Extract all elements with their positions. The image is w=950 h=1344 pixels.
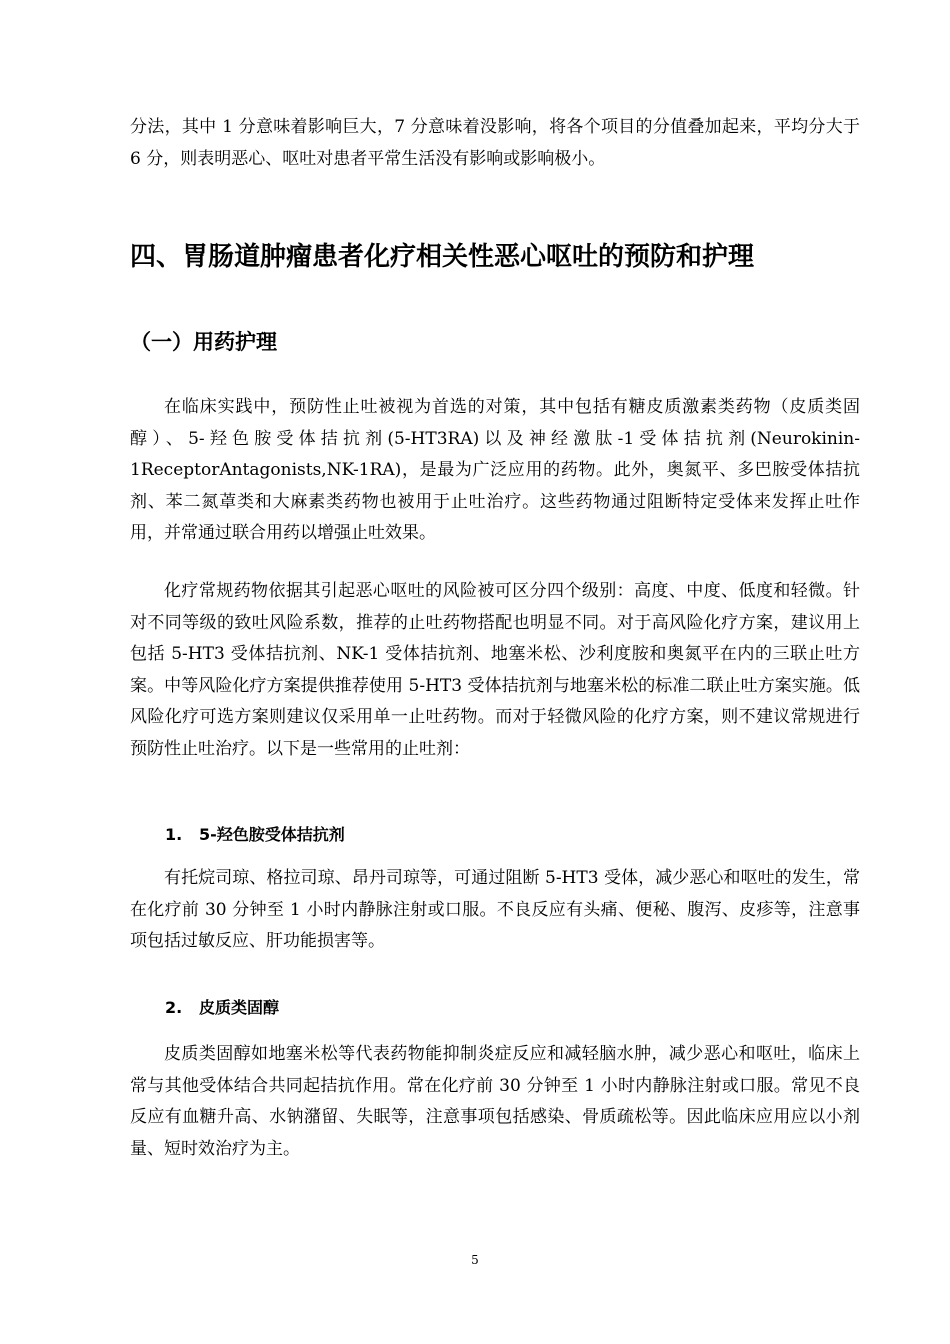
item-heading-2 <box>165 996 279 1020</box>
medication-paragraph-1: 在临床实践中，预防性止吐被视为首选的对策，其中包括有糖皮质激素类药物（皮质类固醇）、5-羟色胺受体拮抗剂(5-HT3RA)以及神经激肽-1受体拮抗剂(Neurokinin-1ReceptorAntagonists,NK-1RA)，是最为广泛应用的药物。此外，奥氮平、多巴胺受体拮抗剂、苯二氮䓬类和大麻素类药物也被用于止吐治疗。这些药物通过阻断特定受体来发挥止吐作用，并常通过联合用药以增强止吐效果。 <box>130 397 860 543</box>
item-heading-2-title: 皮质类固醇 <box>199 998 280 1017</box>
page-number: 5 <box>471 1253 479 1267</box>
serotonin-antagonist-paragraph: 有托烷司琼、格拉司琼、昂丹司琼等，可通过阻断 5-HT3 受体，减少恶心和呕吐的发生，常在化疗前 30 分钟至 1 小时内静脉注射或口服。不良反应有头痛、便秘、腹泻、皮疹等，注意事项包括过敏反应、肝功能损害等。 <box>130 868 860 951</box>
subsection-heading: （一）用药护理 <box>130 330 277 354</box>
intro-paragraph: 分法，其中 1 分意味着影响巨大，7 分意味着没影响，将各个项目的分值叠加起来，平均分大于 6 分，则表明恶心、呕吐对患者平常生活没有影响或影响极小。 <box>130 117 860 169</box>
medication-paragraph-2: 化疗常规药物依据其引起恶心呕吐的风险被可区分四个级别：高度、中度、低度和轻微。针对不同等级的致吐风险系数，推荐的止吐药物搭配也明显不同。对于高风险化疗方案，建议用上包括 5-HT3 受体拮抗剂、NK-1 受体拮抗剂、地塞米松、沙利度胺和奥氮平在内的三联止吐方案。中等风险化疗方案提供推荐使用 5-HT3 受体拮抗剂与地塞米松的标准二联止吐方案实施。低风险化疗可选方案则建议仅采用单一止吐药物。而对于轻微风险的化疗方案，则不建议常规进行预防性止吐治疗。以下是一些常用的止吐剂： <box>130 581 860 759</box>
item-heading-1-number: 1. <box>165 825 183 844</box>
item-heading-1 <box>165 823 345 847</box>
item-heading-1-title: 5-羟色胺受体拮抗剂 <box>199 825 345 844</box>
section-heading: 四、胃肠道肿瘤患者化疗相关性恶心呕吐的预防和护理 <box>130 242 755 272</box>
item-heading-2-number: 2. <box>165 998 183 1017</box>
corticosteroid-paragraph: 皮质类固醇如地塞米松等代表药物能抑制炎症反应和减轻脑水肿，减少恶心和呕吐，临床上常与其他受体结合共同起拮抗作用。常在化疗前 30 分钟至 1 小时内静脉注射或口服。常见不良反应有血糖升高、水钠潴留、失眠等，注意事项包括感染、骨质疏松等。因此临床应用应以小剂量、短时效治疗为主。 <box>130 1044 860 1159</box>
